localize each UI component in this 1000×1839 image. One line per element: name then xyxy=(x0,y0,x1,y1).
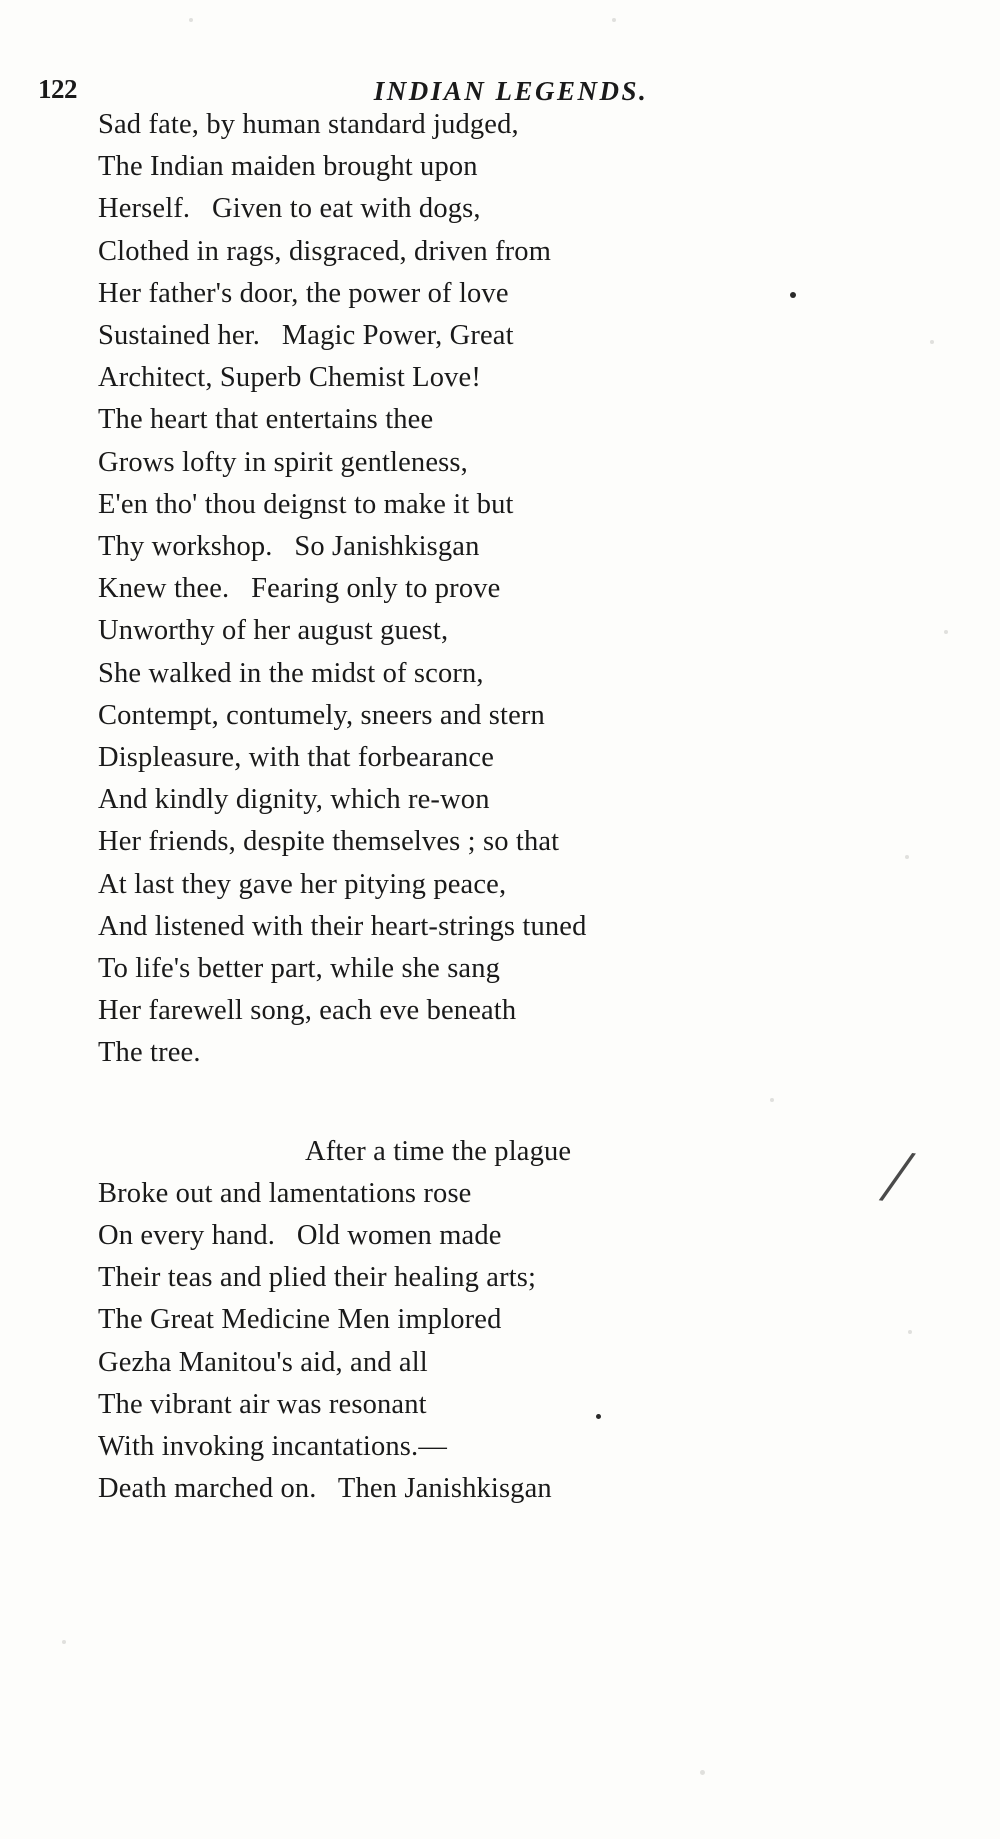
poem-line: Clothed in rags, disgraced, driven from xyxy=(98,235,552,267)
poem-line: Death marched on. Then Janishkisgan xyxy=(98,1473,552,1505)
stanza-break xyxy=(98,1075,918,1131)
poem-line: E'en tho' thou deignst to make it but xyxy=(98,488,514,520)
ink-speck xyxy=(790,292,796,298)
running-head: INDIAN LEGENDS. xyxy=(373,76,649,106)
poem-line: Thy workshop. So Janishkisgan xyxy=(98,531,480,563)
poem-line: And kindly dignity, which re-won xyxy=(98,784,490,816)
poem-body xyxy=(98,104,918,1511)
poem-line: Unworthy of her august guest, xyxy=(98,615,449,647)
poem-line: Displeasure, with that forbearance xyxy=(98,742,495,774)
poem-line: Her father's door, the power of love xyxy=(98,277,509,309)
ink-speck xyxy=(62,1640,66,1644)
ink-speck xyxy=(700,1770,705,1775)
poem-line: Gezha Manitou's aid, and all xyxy=(98,1346,428,1378)
poem-line: Knew thee. Fearing only to prove xyxy=(98,573,501,605)
poem-line: Sustained her. Magic Power, Great xyxy=(98,320,514,352)
page-number: 122 xyxy=(38,74,77,104)
ink-speck xyxy=(770,1098,774,1102)
margin-slash-mark: ╱ xyxy=(880,1151,914,1204)
stanza-1 xyxy=(98,104,918,1075)
poem-line: The Great Medicine Men implored xyxy=(98,1304,502,1336)
poem-line: The heart that entertains thee xyxy=(98,404,434,436)
poem-line: On every hand. Old women made xyxy=(98,1220,502,1252)
poem-line: The Indian maiden brought upon xyxy=(98,151,478,183)
poem-line: Her friends, despite themselves ; so that xyxy=(98,826,560,858)
page-header xyxy=(0,36,1000,106)
poem-line: Grows lofty in spirit gentleness, xyxy=(98,446,468,478)
poem-line: Contempt, contumely, sneers and stern xyxy=(98,699,545,731)
poem-line: Sad fate, by human standard judged, xyxy=(98,109,519,140)
poem-line: With invoking incantations.— xyxy=(98,1431,447,1463)
poem-line: Her farewell song, each eve beneath xyxy=(98,995,517,1027)
poem-line: To life's better part, while she sang xyxy=(98,953,501,985)
poem-line: At last they gave her pitying peace, xyxy=(98,868,507,900)
poem-line: Their teas and plied their healing arts; xyxy=(98,1262,537,1294)
poem-line: Herself. Given to eat with dogs, xyxy=(98,193,481,225)
ink-speck xyxy=(189,18,193,22)
poem-line: She walked in the midst of scorn, xyxy=(98,657,484,689)
poem-line: Broke out and lamentations rose xyxy=(98,1177,472,1209)
stanza-2 xyxy=(98,1131,918,1511)
poem-line: Architect, Superb Chemist Love! xyxy=(98,362,481,394)
ink-speck xyxy=(908,1330,912,1334)
poem-line: The tree. xyxy=(98,1037,201,1069)
poem-line: The vibrant air was resonant xyxy=(98,1388,427,1420)
ink-speck xyxy=(905,855,909,859)
ink-speck xyxy=(930,340,934,344)
poem-line-indented: After a time the plague xyxy=(305,1135,572,1167)
ink-speck xyxy=(612,18,616,22)
ink-speck xyxy=(596,1414,601,1419)
ink-speck xyxy=(944,630,948,634)
poem-line: And listened with their heart-strings tuned xyxy=(98,910,587,942)
